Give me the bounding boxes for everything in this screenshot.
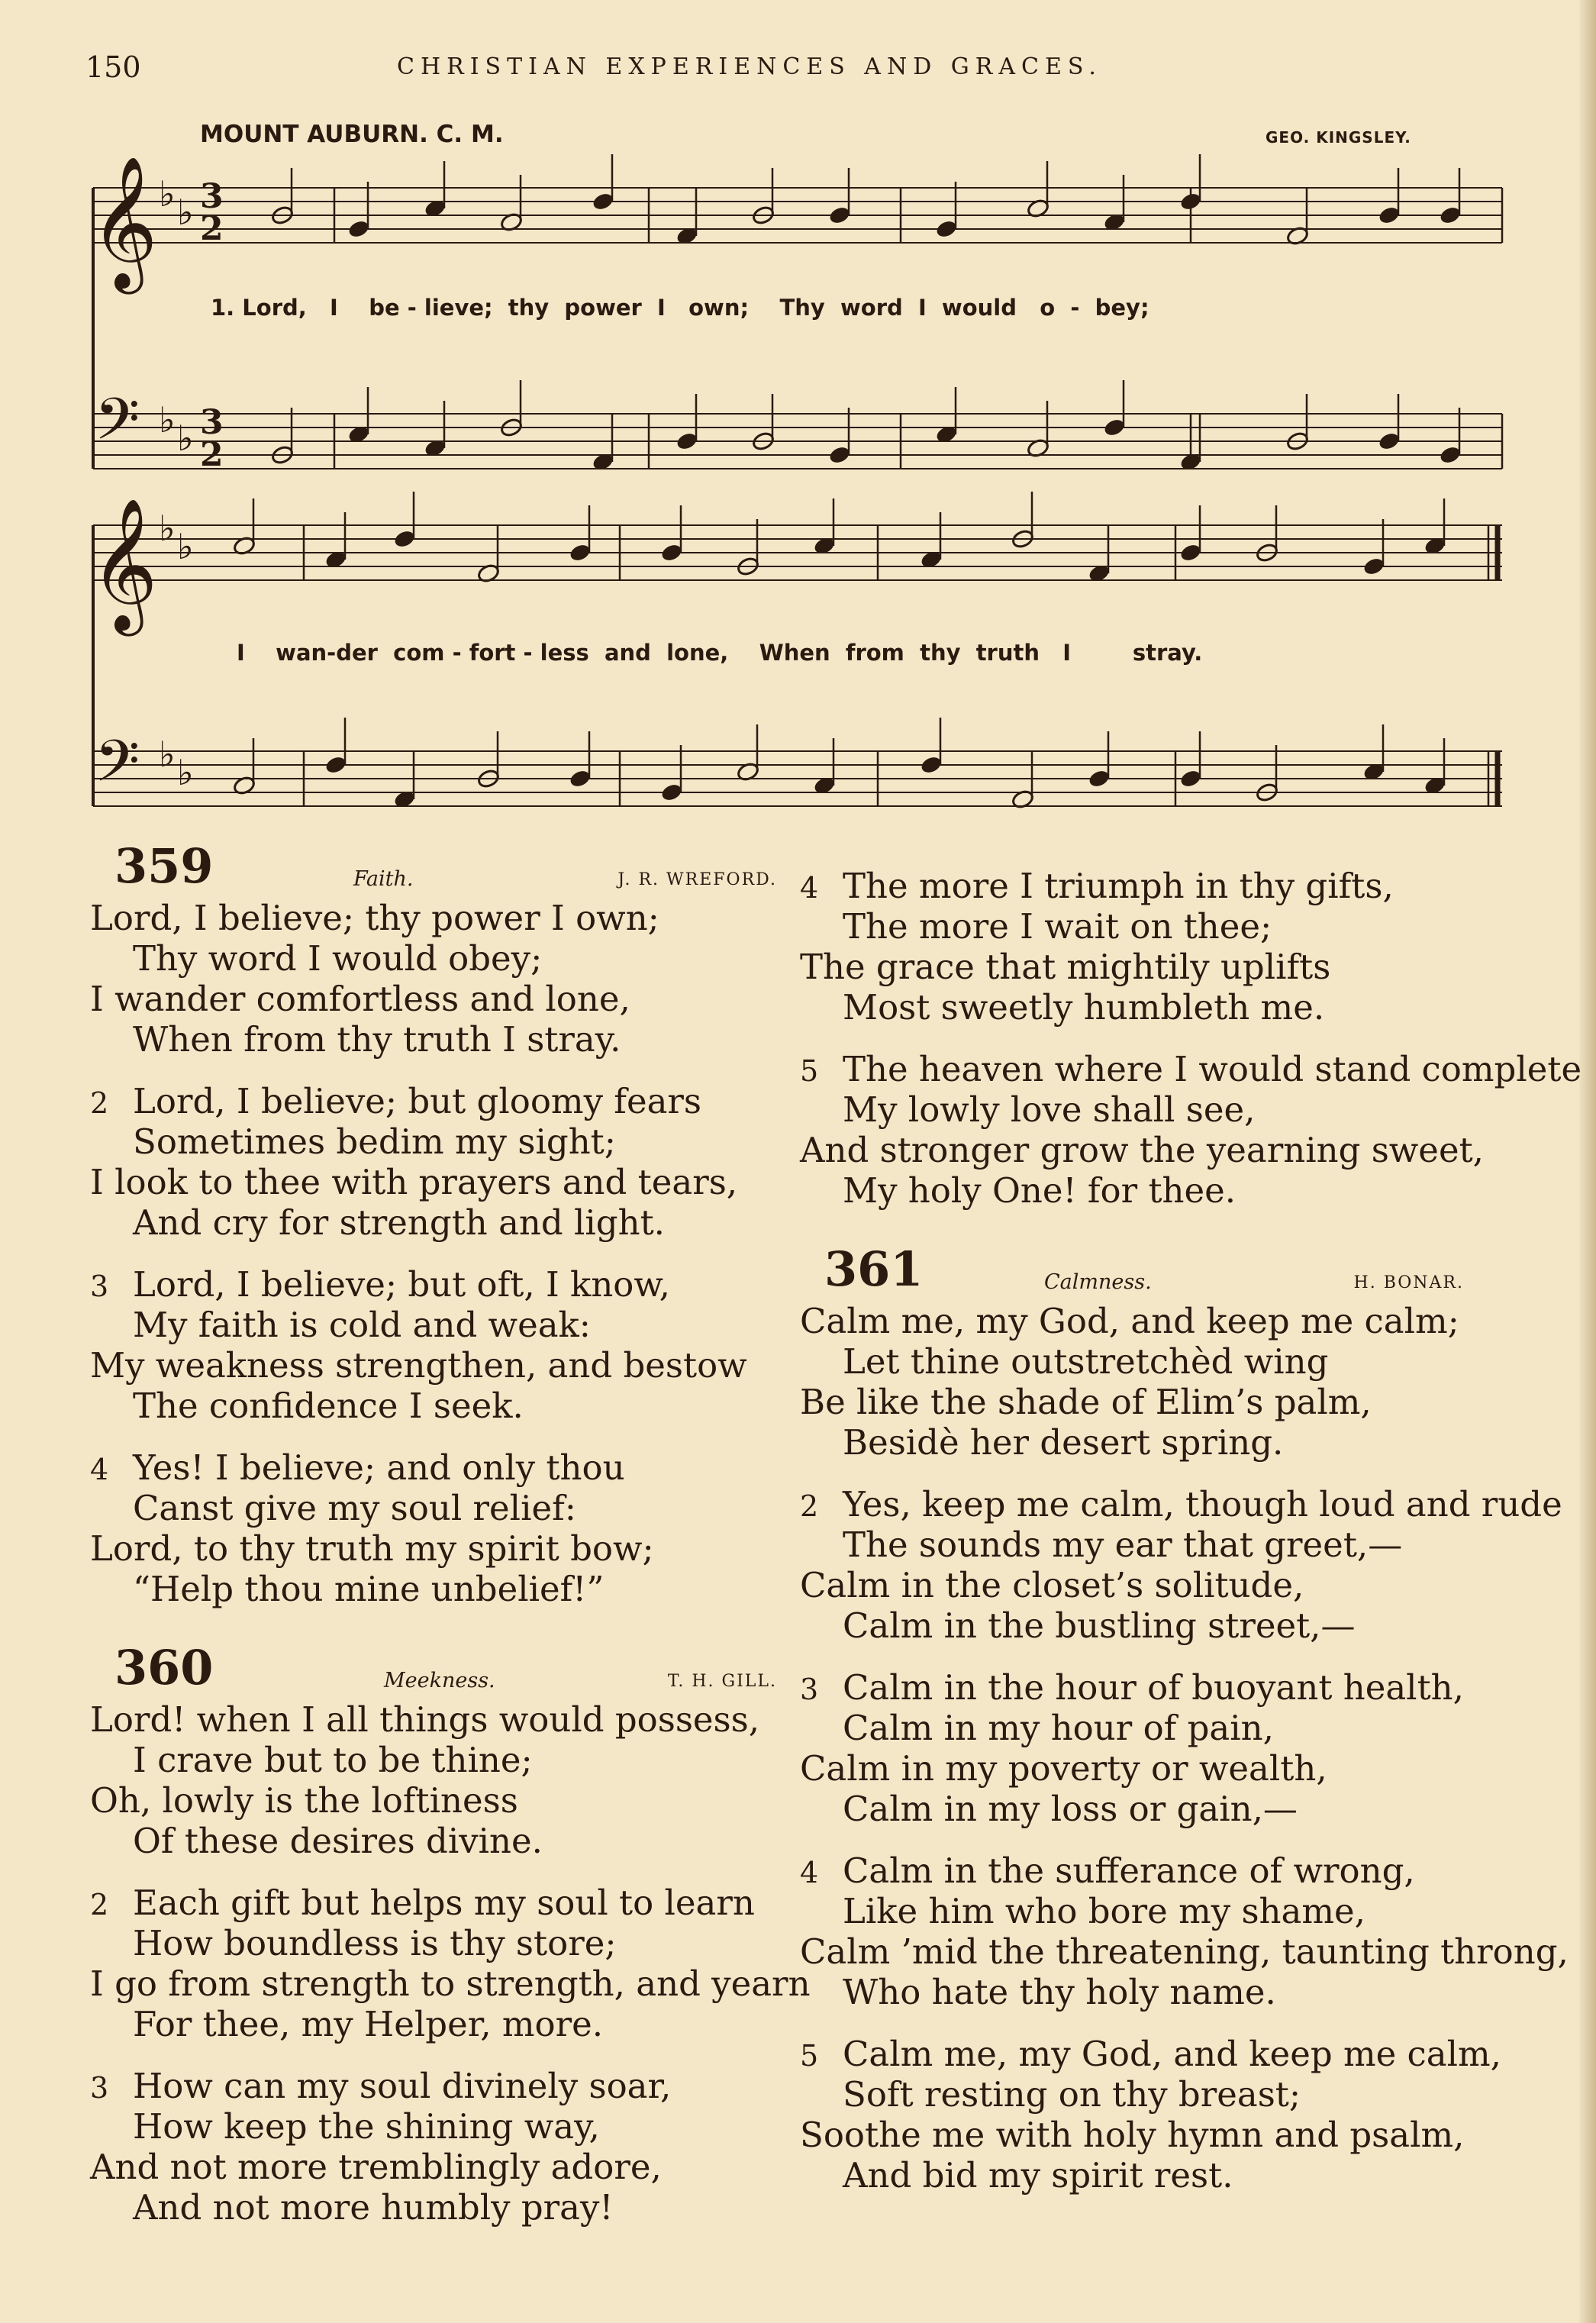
verse-line: Lord, I believe; thy power I own; <box>90 898 659 938</box>
verse-line: My weakness strengthen, and bestow <box>90 1345 747 1386</box>
verse-line: And stronger grow the yearning sweet, <box>800 1130 1484 1170</box>
verse-line: Like him who bore my shame, <box>843 1891 1365 1931</box>
verse-line: Lord, I believe; but oft, I know, <box>133 1264 670 1305</box>
verse-number: 3 <box>800 1673 819 1706</box>
verse-number: 4 <box>90 1453 109 1486</box>
verse-line: Lord, to thy truth my spirit bow; <box>90 1528 654 1569</box>
verse-line: My faith is cold and weak: <box>133 1305 591 1345</box>
verse-line: I go from strength to strength, and yearn <box>90 1963 811 2004</box>
verse-number: 3 <box>90 1270 109 1303</box>
verse-line: Thy word I would obey; <box>133 938 543 979</box>
verse-number: 3 <box>90 2071 109 2105</box>
verse-line: “Help thou mine unbelief!” <box>133 1569 605 1609</box>
verse-line: The grace that mightily uplifts <box>800 947 1331 987</box>
svg-text:𝄢: 𝄢 <box>95 728 140 809</box>
verse-number: 2 <box>90 1086 109 1120</box>
verse <box>90 1883 811 2044</box>
svg-text:♭: ♭ <box>177 418 194 459</box>
verse-line: The heaven where I would stand complete <box>843 1049 1582 1089</box>
score-notes <box>232 154 1462 810</box>
verse-line: And bid my spirit rest. <box>843 2155 1233 2196</box>
verse <box>800 2034 1510 2196</box>
verse-line: And not more humbly pray! <box>133 2187 614 2228</box>
key-signature-flats <box>159 173 194 793</box>
hymn-number: 361 <box>824 1241 924 1297</box>
verse-line: Lord, I believe; but gloomy fears <box>133 1081 702 1121</box>
svg-text:♭: ♭ <box>177 192 194 233</box>
verse-line: Calm me, my God, and keep me calm; <box>800 1301 1459 1341</box>
hymn-author: H. BONAR. <box>1353 1273 1464 1292</box>
verse <box>90 898 800 1060</box>
verse <box>800 1049 1582 1211</box>
verse-line: I crave but to be thine; <box>133 1740 533 1780</box>
verse <box>90 1699 800 1861</box>
svg-text:♭: ♭ <box>159 173 176 215</box>
hymn-number: 360 <box>114 1640 214 1695</box>
hymn-author: J. R. WREFORD. <box>617 870 777 889</box>
verse-number: 4 <box>800 871 819 905</box>
verse-line: Oh, lowly is the loftiness <box>90 1780 518 1821</box>
verse-number: 2 <box>90 1888 109 1921</box>
verse-line: For thee, my Helper, more. <box>133 2004 604 2044</box>
verse <box>90 1264 800 1426</box>
score-staves <box>93 188 1502 806</box>
svg-text:3: 3 <box>200 177 224 216</box>
left-column <box>90 838 811 2258</box>
running-title: CHRISTIAN EXPERIENCES AND GRACES. <box>397 53 1102 80</box>
tune-name: MOUNT AUBURN. C. M. <box>200 121 504 148</box>
verse-line: How boundless is thy store; <box>133 1923 617 1963</box>
svg-text:♭: ♭ <box>177 752 194 793</box>
hymn-number: 359 <box>114 838 214 894</box>
hymn-360-continued <box>800 866 1582 1211</box>
verse-line: When from thy truth I stray. <box>133 1019 621 1060</box>
verse-line: The more I triumph in thy gifts, <box>843 866 1394 906</box>
verse-line: Besidè her desert spring. <box>843 1422 1284 1463</box>
hymn-361 <box>800 1241 1569 2196</box>
time-signature <box>200 177 224 474</box>
hymn-author: T. H. GILL. <box>667 1672 777 1691</box>
verse <box>90 1447 800 1609</box>
hymn-subject: Faith. <box>353 867 414 891</box>
verse <box>800 1484 1562 1646</box>
verse-line: Calm in my poverty or wealth, <box>800 1748 1327 1789</box>
verse-line: Soft resting on thy breast; <box>843 2074 1301 2115</box>
verse-line: The confidence I seek. <box>133 1386 524 1426</box>
lyrics-system-1: 1. Lord, I be - lieve; thy power I own; Thy word I would o - bey; <box>211 295 1149 321</box>
verse-line: I look to thee with prayers and tears, <box>90 1162 738 1202</box>
verse-line: Yes! I believe; and only thou <box>133 1447 625 1488</box>
verse <box>90 1081 800 1243</box>
verse-line: How can my soul divinely soar, <box>133 2066 672 2106</box>
verse-number: 5 <box>800 1054 819 1088</box>
verse-line: The more I wait on thee; <box>843 906 1272 947</box>
lyrics-system-2: I wan-der com - fort - less and lone, When from thy truth I stray. <box>237 640 1203 666</box>
svg-text:♭: ♭ <box>177 526 194 567</box>
hymn-header <box>90 1640 800 1699</box>
verse-line: Calm in my hour of pain, <box>843 1708 1274 1748</box>
verse-line: Of these desires divine. <box>133 1821 543 1861</box>
verse <box>800 1850 1569 2012</box>
verse-line: Soothe me with holy hymn and psalm, <box>800 2115 1465 2155</box>
right-column <box>800 838 1582 2226</box>
verse-line: Calm in my loss or gain,— <box>843 1789 1298 1829</box>
verse-line: Be like the shade of Elim’s palm, <box>800 1382 1372 1422</box>
svg-text:2: 2 <box>200 435 224 474</box>
verse-line: Calm ’mid the threatening, taunting throng, <box>800 1931 1569 1972</box>
verse-line: Calm in the hour of buoyant health, <box>843 1667 1464 1708</box>
tune-composer: GEO. KINGSLEY. <box>1266 128 1411 147</box>
hymn-header <box>90 838 800 898</box>
verse-line: Most sweetly humbleth me. <box>843 987 1325 1028</box>
verse <box>800 1667 1510 1829</box>
verse-line: Lord! when I all things would possess, <box>90 1699 760 1740</box>
verse <box>800 1301 1510 1463</box>
hymn-359 <box>90 838 800 1609</box>
svg-text:𝄢: 𝄢 <box>95 386 140 467</box>
verse-line: Yes, keep me calm, though loud and rude <box>843 1484 1562 1524</box>
verse-line: Let thine outstretchèd wing <box>843 1341 1329 1382</box>
verse-number: 2 <box>800 1489 819 1523</box>
svg-text:𝄞: 𝄞 <box>90 156 158 289</box>
verse-line: The sounds my ear that greet,— <box>843 1524 1403 1565</box>
verse-number: 4 <box>800 1856 819 1889</box>
svg-text:3: 3 <box>200 403 224 442</box>
svg-text:♭: ♭ <box>159 508 176 549</box>
verse-line: Each gift but helps my soul to learn <box>133 1883 755 1923</box>
verse-line: And not more tremblingly adore, <box>90 2147 662 2187</box>
verse-line: Calm in the closet’s solitude, <box>800 1565 1304 1605</box>
verse-line: Who hate thy holy name. <box>843 1972 1276 2012</box>
verse-line: My lowly love shall see, <box>843 1089 1256 1130</box>
svg-text:♭: ♭ <box>159 734 176 775</box>
hymn-header <box>800 1241 1510 1301</box>
verse-line: How keep the shining way, <box>133 2106 600 2147</box>
svg-text:2: 2 <box>200 209 224 248</box>
hymn-360 <box>90 1640 811 2228</box>
verse-line: Calm in the bustling street,— <box>843 1605 1356 1646</box>
verse-line: And cry for strength and light. <box>133 1202 665 1243</box>
verse <box>90 2066 800 2228</box>
verse-line: I wander comfortless and lone, <box>90 979 630 1019</box>
verse <box>800 866 1510 1028</box>
music-score <box>0 0 1596 824</box>
page-number: 150 <box>85 50 141 84</box>
verse-line: Canst give my soul relief: <box>133 1488 576 1528</box>
score-barlines <box>93 188 1502 806</box>
verse-line: Sometimes bedim my sight; <box>133 1121 616 1162</box>
verse-line: Calm me, my God, and keep me calm, <box>843 2034 1501 2074</box>
verse-line: My holy One! for thee. <box>843 1170 1236 1211</box>
hymn-subject: Calmness. <box>1044 1270 1152 1294</box>
verse-line: Calm in the sufferance of wrong, <box>843 1850 1415 1891</box>
svg-text:𝄞: 𝄞 <box>90 498 158 631</box>
hymn-subject: Meekness. <box>384 1669 495 1692</box>
verse-number: 5 <box>800 2039 819 2073</box>
svg-text:♭: ♭ <box>159 399 176 440</box>
